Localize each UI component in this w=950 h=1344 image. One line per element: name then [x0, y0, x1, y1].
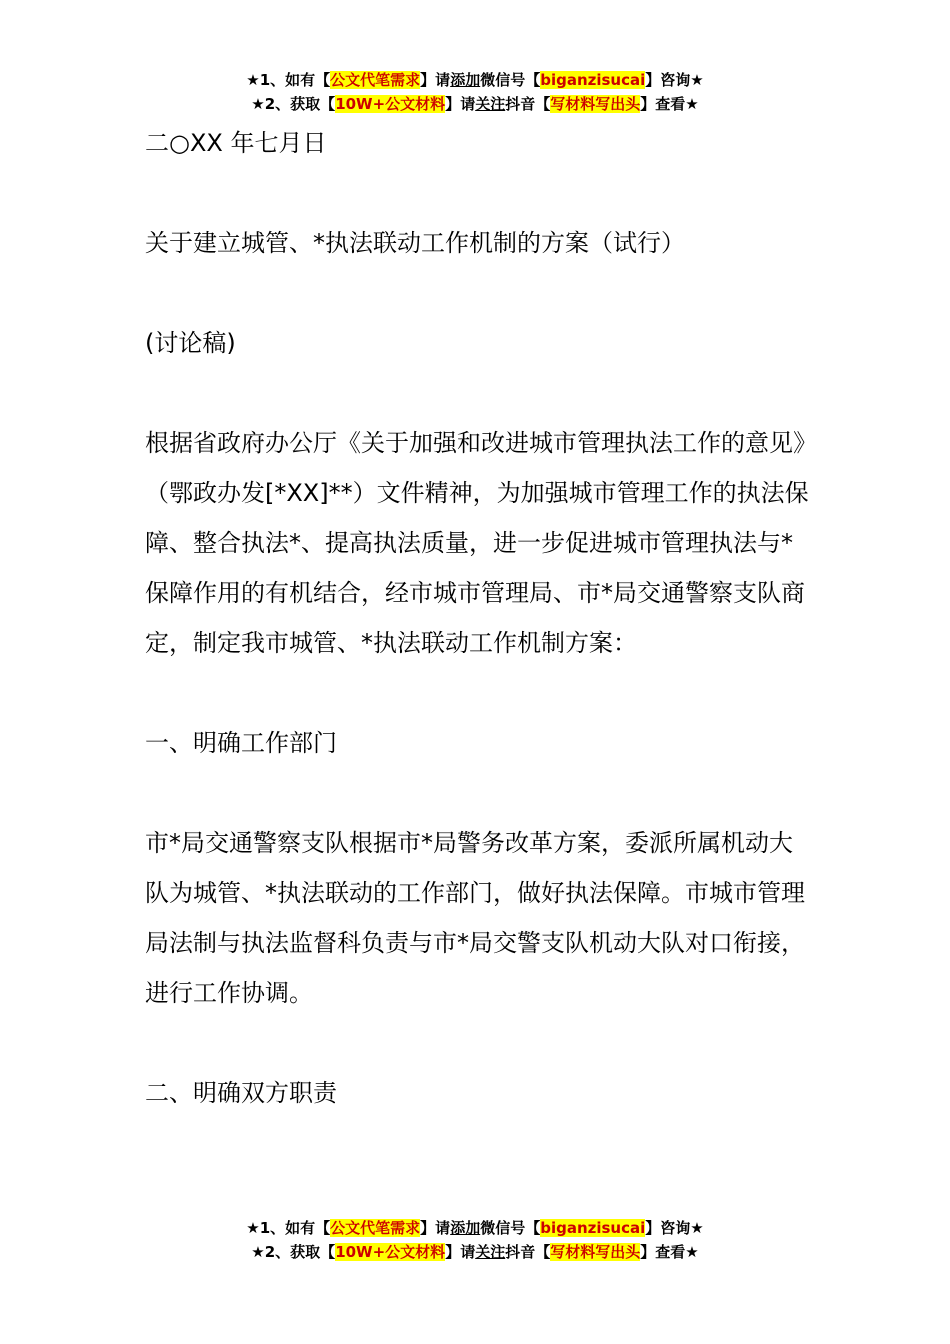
highlight-materials: 10W+公文材料: [335, 95, 446, 113]
intro-paragraph: 根据省政府办公厅《关于加强和改进城市管理执法工作的意见》（鄂政办发[*XX]**）文件精神，为加强城市管理工作的执法保障、整合执法*、提高执法质量，进一步促进城市管理执法与*保障作用的有机结合，经市城市管理局、市*局交通警察支队商定，制定我市城管、*执法联动工作机制方案：: [145, 429, 809, 657]
promo-line-1: ★1、如有【公文代笔需求】请添加微信号【biganzisucai】咨询★: [246, 1219, 704, 1237]
document-date: 二○XX 年七月日: [145, 129, 327, 157]
highlight-douyin-account: 写材料写出头: [550, 1243, 641, 1261]
highlight-materials: 10W+公文材料: [335, 1243, 446, 1261]
document-subtitle: (讨论稿): [145, 329, 236, 357]
promo-banner-top: [0, 68, 950, 116]
highlight-douyin-account: 写材料写出头: [550, 95, 641, 113]
highlight-service: 公文代笔需求: [330, 71, 421, 89]
promo-banner-bottom: [0, 1216, 950, 1264]
promo-line-2: ★2、获取【10W+公文材料】请关注抖音【写材料写出头】查看★: [251, 1243, 699, 1261]
promo-line-1: ★1、如有【公文代笔需求】请添加微信号【biganzisucai】咨询★: [246, 71, 704, 89]
highlight-wechat-id: biganzisucai: [540, 71, 646, 89]
document-body: [145, 118, 815, 1168]
promo-line-2: ★2、获取【10W+公文材料】请关注抖音【写材料写出头】查看★: [251, 95, 699, 113]
section-2-heading: 二、明确双方职责: [145, 1079, 337, 1107]
document-title: 关于建立城管、*执法联动工作机制的方案（试行）: [145, 229, 685, 257]
highlight-wechat-id: biganzisucai: [540, 1219, 646, 1237]
highlight-service: 公文代笔需求: [330, 1219, 421, 1237]
section-1-paragraph: 市*局交通警察支队根据市*局警务改革方案，委派所属机动大队为城管、*执法联动的工作部门，做好执法保障。市城市管理局法制与执法监督科负责与市*局交警支队机动大队对口衔接，进行工作协调。: [145, 829, 805, 1007]
section-1-heading: 一、明确工作部门: [145, 729, 337, 757]
